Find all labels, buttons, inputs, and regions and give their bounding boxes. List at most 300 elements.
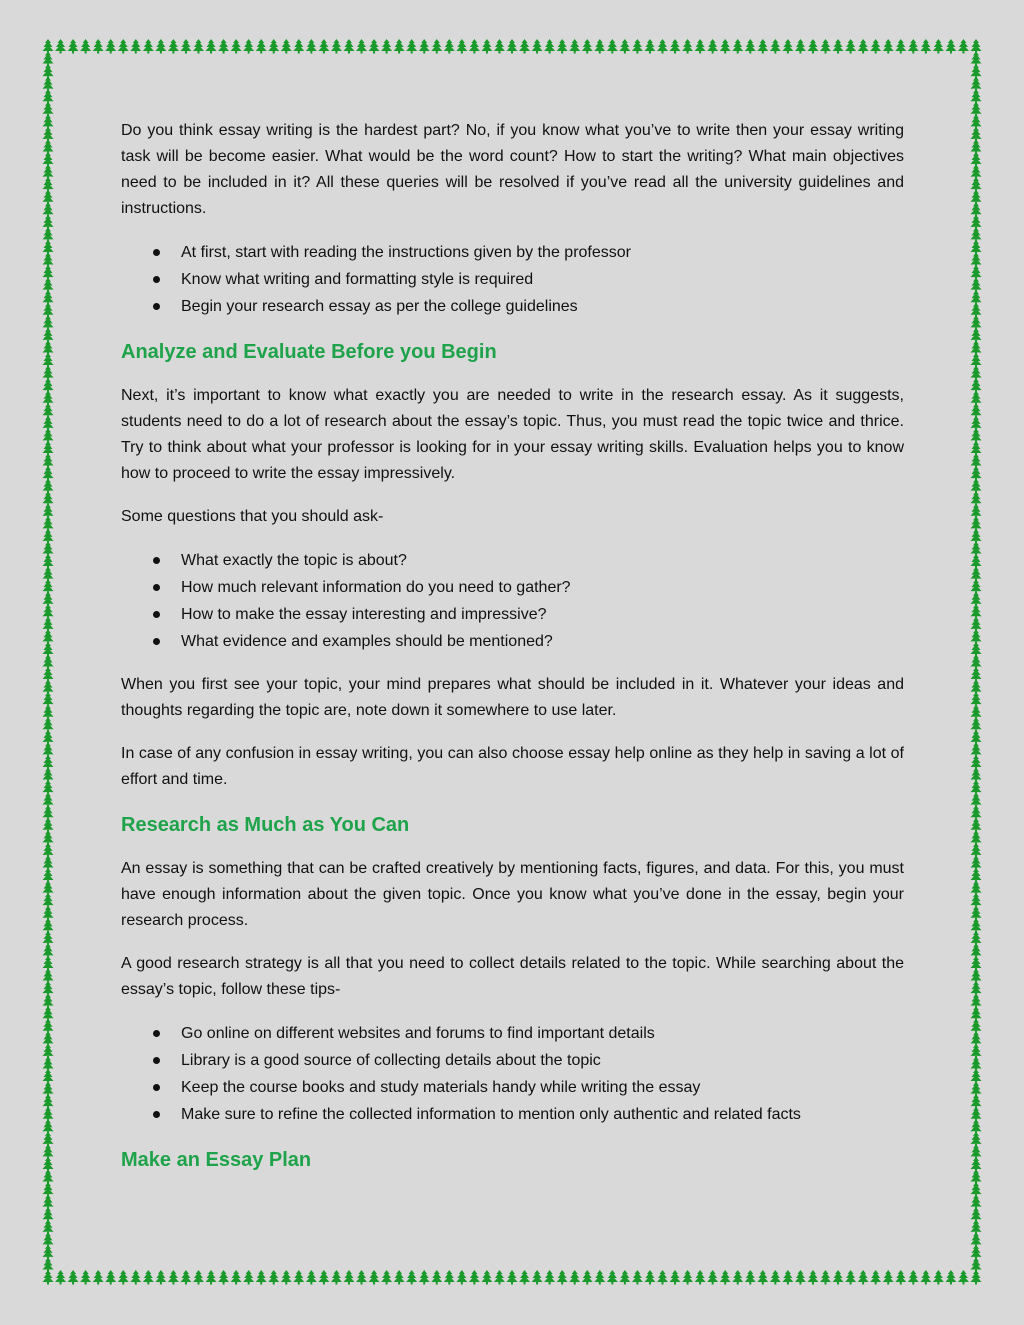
tree-icon [971,227,982,242]
tree-icon [933,1270,944,1285]
tree-icon [43,190,54,205]
tree-icon [43,516,54,531]
tree-icon [619,1270,630,1285]
tree-icon [43,655,54,670]
tree-icon [43,227,54,242]
tree-icon [644,39,655,54]
tree-icon [971,491,982,506]
tree-icon [43,830,54,845]
tree-icon [43,1170,54,1185]
tree-icon [43,1195,54,1210]
bullet-icon [153,611,160,618]
tree-icon [43,629,54,644]
tree-icon [732,1270,743,1285]
tree-icon [281,39,292,54]
tree-icon [481,1270,492,1285]
tree-icon [707,39,718,54]
tree-icon [971,592,982,607]
tree-icon [218,1270,229,1285]
bullet-icon [153,1057,160,1064]
tree-icon [971,1170,982,1185]
tree-icon [43,102,54,117]
tree-icon [971,818,982,833]
tree-icon [971,139,982,154]
tree-icon [43,541,54,556]
tree-icon [43,315,54,330]
tree-icon [43,441,54,456]
tree-icon [971,1069,982,1084]
tree-icon [43,328,54,343]
tree-icon [858,1270,869,1285]
tree-icon [895,39,906,54]
tree-icon [180,1270,191,1285]
tree-icon [494,39,505,54]
document-body [121,118,904,1191]
tree-icon [155,39,166,54]
tree-icon [971,516,982,531]
tree-icon [971,755,982,770]
tree-icon [971,1207,982,1222]
tree-icon [43,152,54,167]
tree-icon [243,1270,254,1285]
tree-icon [43,215,54,230]
tree-icon [43,617,54,632]
tree-icon [971,1232,982,1247]
tree-icon [193,1270,204,1285]
tree-icon [256,39,267,54]
tree-icon [306,39,317,54]
tree-icon [971,1119,982,1134]
tree-icon [130,1270,141,1285]
tree-icon [971,52,982,67]
bullet-icon [153,1030,160,1037]
tree-icon [908,39,919,54]
tree-icon [971,114,982,128]
tree-icon [971,893,982,908]
tree-icon [43,692,54,707]
tree-icon [971,64,982,79]
tree-icon [971,265,982,280]
bullet-icon [153,249,160,256]
tree-icon [507,1270,518,1285]
tree-icon [707,1270,718,1285]
tree-icon [43,64,54,79]
tree-icon [757,1270,768,1285]
tree-icon [557,39,568,54]
tree-icon [118,39,129,54]
tree-icon [770,1270,781,1285]
tree-icon [180,39,191,54]
tree-icon [394,39,405,54]
tree-icon [971,717,982,732]
tree-icon [406,39,417,54]
tree-icon [971,177,982,192]
tree-icon [43,1157,54,1172]
tree-icon [331,39,342,54]
tree-icon [971,428,982,443]
tree-icon [43,843,54,858]
tree-icon [43,416,54,431]
tree-icon [845,39,856,54]
tree-icon [795,1270,806,1285]
tree-icon [43,1082,54,1097]
tree-icon [43,240,54,255]
tree-icon [582,39,593,54]
list-item: How to make the essay interesting and impressive? [121,601,904,628]
tree-icon [43,994,54,1009]
bullet-icon [153,303,160,310]
bullet-icon [153,638,160,645]
bullet-icon [153,276,160,283]
tree-icon [971,843,982,858]
tree-icon [55,39,66,54]
tree-icon [782,39,793,54]
tree-icon [168,39,179,54]
tree-icon [971,881,982,896]
intro-bullet-list [121,239,904,320]
tree-icon [168,1270,179,1285]
tree-icon [833,39,844,54]
tree-icon [43,165,54,180]
tree-icon [971,328,982,343]
tree-icon [971,642,982,657]
tree-icon [43,906,54,921]
tree-icon [632,39,643,54]
tree-icon [971,454,982,469]
tree-icon [243,39,254,54]
tree-icon [80,1270,91,1285]
tree-icon [971,165,982,180]
tree-icon [43,742,54,757]
tree-icon [256,1270,267,1285]
tree-icon [43,454,54,469]
tree-icon [369,39,380,54]
tree-icon [43,969,54,984]
tree-icon [544,39,555,54]
tree-icon [143,39,154,54]
tree-icon [720,39,731,54]
tree-icon [356,39,367,54]
tree-icon [43,981,54,996]
tree-icon [971,1056,982,1071]
tree-icon [206,39,217,54]
tree-icon [858,39,869,54]
section-heading: Research as Much as You Can [121,814,410,836]
tree-icon [268,1270,279,1285]
tree-icon [43,592,54,607]
tree-icon [43,805,54,820]
tree-icon [657,39,668,54]
tree-icon [43,755,54,770]
tree-icon [105,39,116,54]
tree-icon [971,102,982,117]
tree-icon [971,1220,982,1235]
tree-icon [43,931,54,946]
tree-icon [971,466,982,481]
tree-icon [782,1270,793,1285]
tree-icon [971,152,982,167]
tree-icon [43,818,54,833]
tree-icon [93,39,104,54]
tree-icon [381,1270,392,1285]
tree-icon [845,1270,856,1285]
tree-icon [971,629,982,644]
tree-icon [971,529,982,544]
tree-icon [43,290,54,305]
tree-icon [356,1270,367,1285]
tree-icon [193,39,204,54]
section-heading: Analyze and Evaluate Before you Begin [121,341,497,363]
tree-icon [670,39,681,54]
tree-icon [143,1270,154,1285]
tree-icon [795,39,806,54]
tree-icon [231,39,242,54]
tree-icon [318,1270,329,1285]
tree-icon [971,730,982,745]
tree-icon [419,39,430,54]
paragraph: A good research strategy is all that you need to collect details related to the topic. While searching about the essay’s topic, follow these tips- [121,955,904,998]
tree-icon [43,89,54,104]
paragraph: When you first see your topic, your mind prepares what should be included in it. Whatever your ideas and thoughts regarding the topic are, note down it somewhere to use later. [121,676,904,719]
tree-icon [971,315,982,330]
paragraph: Some questions that you should ask- [121,508,384,525]
tree-icon [971,1182,982,1197]
tree-icon [971,1245,982,1260]
bullet-icon [153,584,160,591]
tree-icon [419,1270,430,1285]
tree-icon [971,441,982,456]
tree-icon [820,1270,831,1285]
tree-icon [594,39,605,54]
tree-icon [80,39,91,54]
tree-icon [43,366,54,381]
tree-icon [720,1270,731,1285]
tree-icon [971,655,982,670]
tree-icon [43,1245,54,1260]
tree-icon [582,1270,593,1285]
paragraph: An essay is something that can be crafted creatively by mentioning facts, figures, and data. For this, you must have enough information about the given topic. Once you know what you’ve done in the essay, begin your research process. [121,860,904,929]
tree-icon [43,177,54,192]
tree-icon [971,1094,982,1109]
paragraph: In case of any confusion in essay writing, you can also choose essay help online as they help in saving a lot of effort and time. [121,745,904,788]
list-item: How much relevant information do you need to gather? [121,574,904,601]
tree-icon [43,793,54,808]
tree-icon [55,1270,66,1285]
tree-icon [43,667,54,682]
tree-icon [343,39,354,54]
tree-icon [105,1270,116,1285]
tree-icon [293,39,304,54]
tree-icon [43,1056,54,1071]
tree-icon [971,479,982,494]
tree-icon [682,39,693,54]
list-item: Begin your research essay as per the college guidelines [121,293,904,320]
tree-icon [206,1270,217,1285]
tree-icon [971,680,982,695]
tree-icon [920,39,931,54]
tree-icon [557,1270,568,1285]
tree-icon [93,1270,104,1285]
bullet-icon [153,1111,160,1118]
tree-icon [43,466,54,481]
tree-icon [43,77,54,92]
tree-icon [971,705,982,720]
tree-icon [971,378,982,393]
tree-icon [43,202,54,217]
tree-icon [619,39,630,54]
tree-icon [43,943,54,958]
tree-icon [281,1270,292,1285]
tree-icon [43,1182,54,1197]
tree-icon [507,39,518,54]
tree-icon [971,1082,982,1097]
tree-icon [155,1270,166,1285]
tree-icon [971,918,982,933]
tree-icon [456,1270,467,1285]
tree-icon [971,1157,982,1172]
tree-icon [971,190,982,205]
tree-icon [971,303,982,318]
tree-icon [43,479,54,494]
tree-icon [406,1270,417,1285]
tree-icon [971,579,982,594]
tree-icon [607,39,618,54]
tree-icon [971,931,982,946]
tree-icon [920,1270,931,1285]
tree-icon [481,39,492,54]
tree-icon [318,39,329,54]
tree-icon [807,39,818,54]
tree-icon [43,253,54,267]
questions-bullet-list [121,547,904,655]
tree-icon [971,617,982,632]
tree-icon [544,1270,555,1285]
list-item: Go online on different websites and forums to find important details [121,1020,904,1047]
tree-icon [770,39,781,54]
tree-icon [971,89,982,104]
tree-icon [43,52,54,67]
tree-icon [971,403,982,418]
tree-icon [43,956,54,971]
tree-icon [971,604,982,619]
tree-icon [43,918,54,933]
tree-icon [43,1107,54,1122]
tree-icon [971,1107,982,1122]
tree-icon [670,1270,681,1285]
tree-icon [971,692,982,707]
tree-icon [43,893,54,908]
tree-icon [971,1195,982,1210]
tree-icon [456,39,467,54]
tree-icon [369,1270,380,1285]
list-item: Make sure to refine the collected information to mention only authentic and related facts [121,1101,904,1128]
tree-icon [594,1270,605,1285]
tree-icon [118,1270,129,1285]
tree-icon [68,39,79,54]
tree-icon [745,39,756,54]
tree-icon [883,39,894,54]
tree-icon [757,39,768,54]
tree-icon [431,39,442,54]
tree-icon [971,855,982,870]
tree-icon [43,705,54,720]
tree-icon [569,39,580,54]
tree-icon [43,391,54,406]
tree-icon [43,127,54,142]
tree-icon [695,1270,706,1285]
list-item: Keep the course books and study materials handy while writing the essay [121,1074,904,1101]
tree-icon [807,1270,818,1285]
tree-icon [43,1094,54,1109]
tree-icon [971,39,982,54]
tree-icon [833,1270,844,1285]
tree-icon [469,39,480,54]
tree-icon [971,830,982,845]
tree-icon [43,1207,54,1222]
tree-icon [971,969,982,984]
tree-icon [43,504,54,519]
tree-icon [130,39,141,54]
tree-icon [43,1006,54,1021]
tree-icon [469,1270,480,1285]
tree-icon [68,1270,79,1285]
tree-icon [218,39,229,54]
tree-icon [971,1144,982,1159]
tree-icon [945,1270,956,1285]
tree-icon [971,202,982,217]
paragraph: Next, it’s important to know what exactly you are needed to write in the research essay. As it suggests, students need to do a lot of research about the essay’s topic. Thus, you must read the topic twice and thrice. Try to think about what your professor is looking for in your essay writing skills. Evaluation helps you to know how to proceed to write the essay impressively. [121,387,904,482]
tree-icon [444,39,455,54]
tree-icon [870,39,881,54]
tree-icon [494,1270,505,1285]
bullet-icon [153,1084,160,1091]
tree-icon [971,240,982,255]
tree-icon [971,780,982,795]
tree-icon [971,567,982,582]
tree-icon [644,1270,655,1285]
tree-icon [908,1270,919,1285]
tree-icon [43,868,54,883]
tree-icon [43,278,54,293]
tree-icon [43,39,54,54]
tree-icon [971,391,982,406]
tree-icon [43,881,54,896]
tree-icon [231,1270,242,1285]
tree-icon [971,416,982,431]
tree-icon [444,1270,455,1285]
tree-icon [532,1270,543,1285]
tree-icon [43,265,54,280]
tree-icon [268,39,279,54]
tree-icon [331,1270,342,1285]
tree-icon [43,1019,54,1034]
tree-icon [519,39,530,54]
tree-icon [43,403,54,418]
list-item: What exactly the topic is about? [121,547,904,574]
tree-icon [657,1270,668,1285]
tree-icon [958,1270,969,1285]
tree-icon [43,529,54,544]
tree-icon [971,906,982,921]
tree-icon [971,253,982,267]
tree-icon [43,378,54,393]
tree-icon [43,855,54,870]
tree-icon [971,742,982,757]
list-item: At first, start with reading the instructions given by the professor [121,239,904,266]
bullet-icon [153,557,160,564]
tree-icon [971,541,982,556]
tree-icon [43,554,54,569]
